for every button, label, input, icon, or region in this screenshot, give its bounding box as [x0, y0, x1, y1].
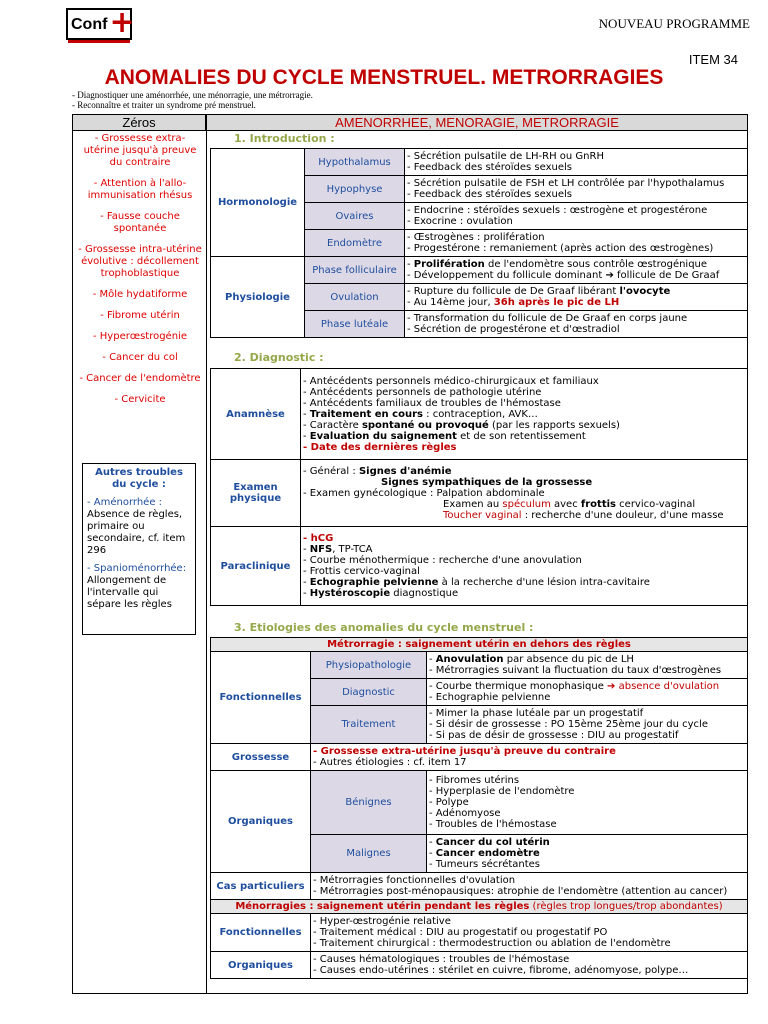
section-diagnostic: 2. Diagnostic :	[234, 351, 324, 364]
cell-traitement: Traitement	[311, 706, 427, 744]
menorragie-header: Ménorragies : saignement utérin pendant les règles (règles trop longues/trop abondantes)	[211, 900, 748, 914]
cell-ovulation: Ovulation	[305, 284, 405, 311]
cell-grossesse-desc: - Grossesse extra-utérine jusqu'à preuve du contraire - Autres étiologies : cf. item 17	[311, 744, 748, 771]
cell-endometre: Endomètre	[305, 230, 405, 257]
cell-organiques-2-desc: - Causes hématologiques : troubles de l'hémostase - Causes endo-utérines : stérilet en cuivre, fibrome, adénomyose, polype…	[311, 952, 748, 979]
zeros-list	[78, 133, 202, 415]
cell-physiopathologie: Physiopathologie	[311, 652, 427, 679]
cell-anamnese: Anamnèse	[211, 369, 301, 460]
list-item: - Aménorrhée : Absence de règles, primaire ou secondaire, cf. item 296	[87, 497, 186, 556]
main-header: AMENORRHEE, MENORAGIE, METRORRAGIE	[206, 114, 748, 131]
cell-hypophyse: Hypophyse	[305, 176, 405, 203]
cell-paraclinique: Paraclinique	[211, 527, 301, 606]
cell-diagnostic-desc: - Courbe thermique monophasique ➔ absence d'ovulation - Echographie pelvienne	[427, 679, 748, 706]
cell-phase-folliculaire-desc: - Prolifération de l'endomètre sous contrôle œstrogénique - Développement du follicule dominant ➔ follicule de De Graaf	[405, 257, 748, 284]
list-item: - Grossesse extra-utérine jusqu'à preuve du contraire	[83, 133, 197, 168]
list-item: - Grossesse intra-utérine évolutive : décollement trophoblastique	[78, 244, 202, 279]
cell-physiologie: Physiologie	[211, 257, 305, 338]
list-item: - Hyperœstrogénie	[93, 331, 187, 342]
cell-phase-luteale-desc: - Transformation du follicule de De Graaf en corps jaune - Sécrétion de progestérone et d'œstradiol	[405, 311, 748, 338]
cell-fonctionnelles-2-desc: - Hyper-œstrogénie relative - Traitement médical : DIU au progestatif ou progestatif PO - Traitement chirurgical : thermodestruction ou ablation de l'endomètre	[311, 914, 748, 952]
other-disorders-box	[82, 463, 196, 635]
cell-fonctionnelles: Fonctionnelles	[211, 652, 311, 744]
cell-organiques: Organiques	[211, 771, 311, 873]
cell-diagnostic: Diagnostic	[311, 679, 427, 706]
cell-traitement-desc: - Mimer la phase lutéale par un progestatif - Si désir de grossesse : PO 15ème 25ème jour du cycle - Si pas de désir de grossesse : DIU au progestatif	[427, 706, 748, 744]
list-item: - Cancer du col	[102, 352, 178, 363]
cell-hypophyse-desc: - Sécrétion pulsatile de FSH et LH contrôlée par l'hypothalamus - Feedback des stéroïdes sexuels	[405, 176, 748, 203]
cell-paraclinique-desc: - hCG - NFS, TP-TCA - Courbe ménothermique : recherche d'une anovulation - Frottis cervico-vaginal - Echographie pelvienne à la recherche d'une lésion intra-cavitaire - Hystéroscopie diagnostique	[301, 527, 748, 606]
cell-hormonologie: Hormonologie	[211, 149, 305, 257]
zeros-header: Zéros	[72, 114, 206, 131]
cell-benignes: Bénignes	[311, 771, 427, 835]
program-label: NOUVEAU PROGRAMME	[598, 16, 750, 31]
section-introduction: 1. Introduction :	[234, 132, 335, 145]
cell-phase-luteale: Phase lutéale	[305, 311, 405, 338]
cell-ovulation-desc: - Rupture du follicule de De Graaf libérant l'ovocyte - Au 14ème jour, 36h après le pic de LH	[405, 284, 748, 311]
list-item: - Attention à l'allo-immunisation rhésus	[87, 178, 193, 201]
cell-hypothalamus: Hypothalamus	[305, 149, 405, 176]
other-disorders-title: Autres troubles du cycle :	[95, 467, 183, 490]
list-item: - Môle hydatiforme	[92, 289, 188, 300]
cell-physiopathologie-desc: - Anovulation par absence du pic de LH - Métrorragies suivant la fluctuation du taux d'œstrogènes	[427, 652, 748, 679]
diagnostic-table	[210, 368, 748, 606]
cell-fonctionnelles-2: Fonctionnelles	[211, 914, 311, 952]
cell-endometre-desc: - Œstrogènes : prolifération - Progestérone : remaniement (après action des œstrogènes)	[405, 230, 748, 257]
item-number: ITEM 34	[688, 52, 738, 67]
page-title: ANOMALIES DU CYCLE MENSTRUEL. METRORRAGIES	[104, 66, 664, 89]
cell-anamnese-desc: - Antécédents personnels médico-chirurgicaux et familiaux - Antécédents personnels de pathologie utérine - Antécédents familiaux de troubles de l'hémostase - Traitement en cours : contraception, AVK… - Caractère spontané ou provoqué (par les rapports sexuels) - Evaluation du saignement et de son retentissement - Date des dernières règles	[301, 369, 748, 460]
etiologies-table	[210, 637, 748, 979]
logo-plus-icon: +	[109, 5, 135, 40]
cell-grossesse: Grossesse	[211, 744, 311, 771]
cell-hypothalamus-desc: - Sécrétion pulsatile de LH-RH ou GnRH - Feedback des stéroïdes sexuels	[405, 149, 748, 176]
list-item: - Spanioménorrhée: Allongement de l'intervalle qui sépare les règles	[87, 563, 187, 610]
list-item: - Cervicite	[114, 394, 166, 405]
objective-1: - Diagnostiquer une aménorrhée, une ménorragie, une métrorragie.	[72, 90, 313, 100]
list-item: - Fibrome utérin	[100, 310, 180, 321]
cell-ovaires-desc: - Endocrine : stéroïdes sexuels : œstrogène et progestérone - Exocrine : ovulation	[405, 203, 748, 230]
intro-table	[210, 148, 748, 338]
cell-benignes-desc: - Fibromes utérins - Hyperplasie de l'endomètre - Polype - Adénomyose - Troubles de l'hémostase	[427, 771, 748, 835]
section-etiologies: 3. Etiologies des anomalies du cycle menstruel :	[234, 621, 534, 634]
metrorragie-header: Métrorragie : saignement utérin en dehors des règles	[211, 638, 748, 652]
cell-malignes: Malignes	[311, 835, 427, 873]
cell-phase-folliculaire: Phase folliculaire	[305, 257, 405, 284]
list-item: - Cancer de l'endomètre	[79, 373, 201, 384]
cell-ovaires: Ovaires	[305, 203, 405, 230]
cell-examen-physique: Examen physique	[211, 460, 301, 527]
logo-text: Conf	[71, 16, 108, 33]
logo	[66, 5, 135, 40]
list-item: - Fausse couche spontanée	[100, 211, 180, 234]
cell-malignes-desc: - Cancer du col utérin - Cancer endomètre - Tumeurs sécrétantes	[427, 835, 748, 873]
objective-2: - Reconnaître et traiter un syndrome pré menstruel.	[72, 100, 256, 110]
cell-organiques-2: Organiques	[211, 952, 311, 979]
cell-cas-particuliers: Cas particuliers	[211, 873, 311, 900]
cell-examen-desc: - Général : Signes d'anémie Signes sympathiques de la grossesse - Examen gynécologique : Palpation abdominale Examen au spéculum avec frottis cervico-vaginal Toucher vaginal : recherche d'une douleur, d'une masse	[301, 460, 748, 527]
cell-cas-desc: - Métrorragies fonctionnelles d'ovulation - Métrorragies post-ménopausiques: atrophie de l'endomètre (attention au cancer)	[311, 873, 748, 900]
